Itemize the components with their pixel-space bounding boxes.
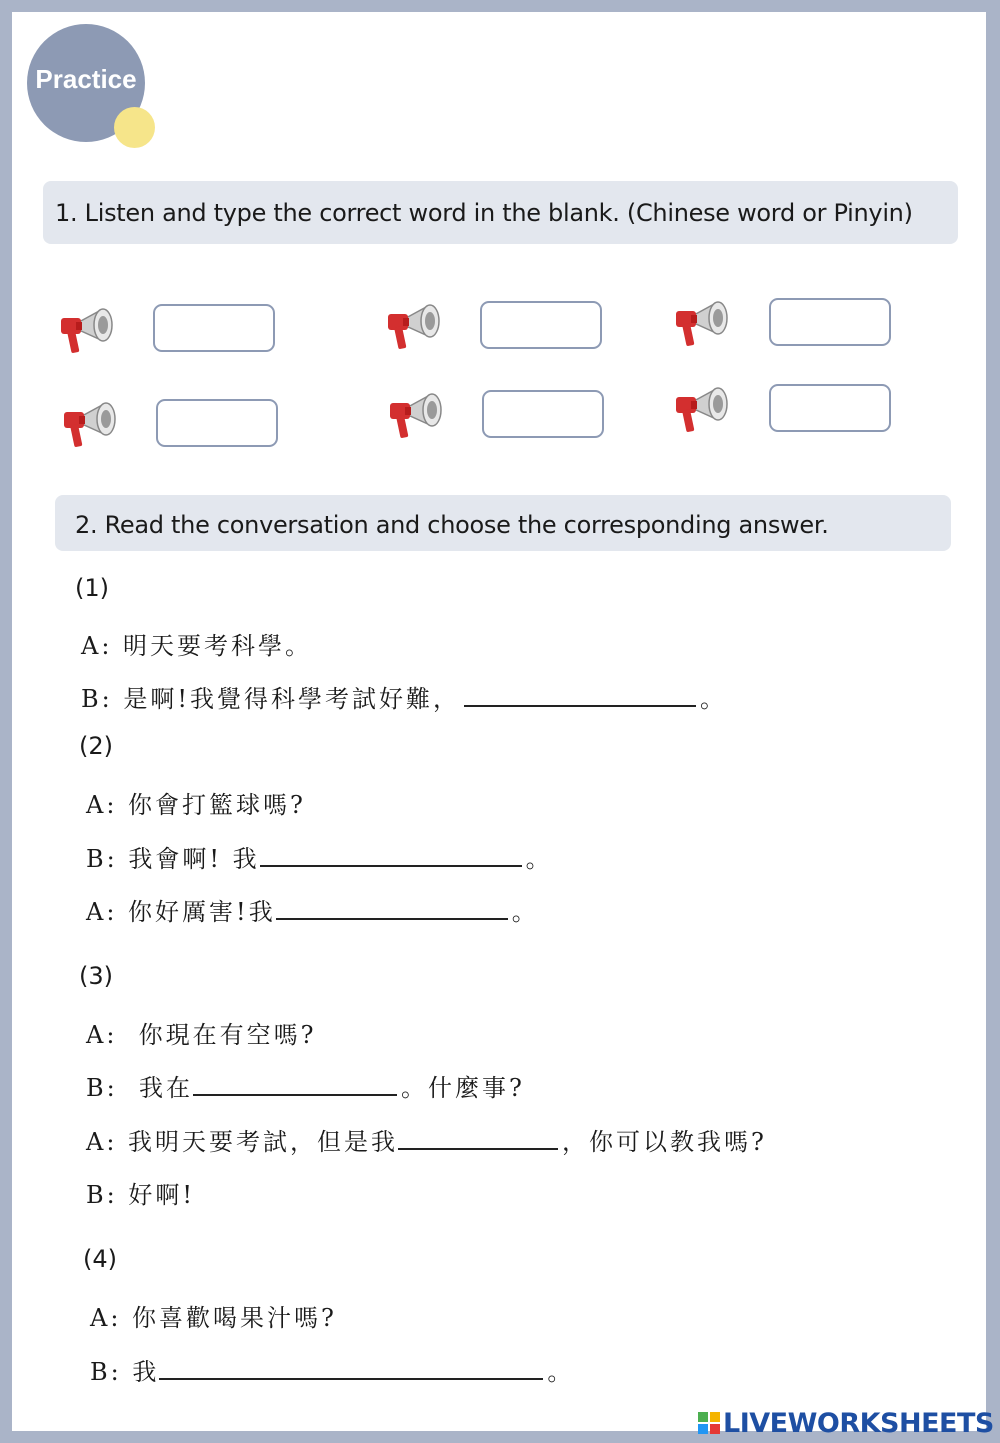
q1-line-b1 xyxy=(81,679,727,714)
logo-square xyxy=(710,1424,720,1434)
q2-b1-end: 。 xyxy=(525,845,553,873)
answer-box-6[interactable] xyxy=(769,384,891,432)
q3-blank-2[interactable] xyxy=(398,1126,558,1150)
q2-line-a1: A: 你會打籃球嗎? xyxy=(86,791,306,819)
answer-box-2[interactable] xyxy=(480,301,602,349)
q1-b1-text: B: 是啊!我覺得科學考試好難， xyxy=(81,685,460,713)
q2-b1-text: B: 我會啊! 我 xyxy=(86,845,260,873)
answer-box-5[interactable] xyxy=(482,390,604,438)
megaphone-icon[interactable] xyxy=(386,385,448,441)
section1-instruction: 1. Listen and type the correct word in the blank. (Chinese word or Pinyin) xyxy=(43,181,958,244)
q4-line-a1: A: 你喜歡喝果汁嗎? xyxy=(90,1304,337,1332)
q4-b1-text: B: 我 xyxy=(90,1358,160,1386)
q2-line-b1 xyxy=(86,839,553,874)
q4-line-b1 xyxy=(90,1352,574,1387)
q2-blank-2[interactable] xyxy=(276,896,508,920)
liveworksheets-logo[interactable] xyxy=(698,1406,994,1440)
question-number-1: (1) xyxy=(75,574,109,602)
q3-b1-text: B: 我在 xyxy=(86,1074,193,1102)
logo-brand-text: LIVEWORKSHEETS xyxy=(723,1407,994,1439)
logo-mark-icon xyxy=(698,1412,720,1434)
logo-square xyxy=(710,1412,720,1422)
q3-line-a1: A: 你現在有空嗎? xyxy=(86,1021,317,1049)
question-number-4: (4) xyxy=(83,1245,117,1273)
q3-line-b1 xyxy=(86,1068,525,1103)
question-number-2: (2) xyxy=(79,732,113,760)
q3-a2-end: ，你可以教我嗎? xyxy=(562,1128,767,1156)
q3-a2-text: A: 我明天要考試，但是我 xyxy=(86,1128,399,1156)
q3-blank-1[interactable] xyxy=(193,1072,397,1096)
q2-a2-text: A: 你好厲害!我 xyxy=(86,898,276,926)
q2-blank-1[interactable] xyxy=(260,843,522,867)
q1-b1-end: 。 xyxy=(700,685,727,713)
q3-line-a2 xyxy=(86,1122,767,1157)
logo-square xyxy=(698,1424,708,1434)
q2-line-a2 xyxy=(86,892,539,927)
megaphone-icon[interactable] xyxy=(57,300,119,356)
megaphone-icon[interactable] xyxy=(672,293,734,349)
q1-line-a1: A: 明天要考科學。 xyxy=(81,632,313,660)
q3-line-b2: B: 好啊! xyxy=(86,1181,195,1209)
answer-box-3[interactable] xyxy=(769,298,891,346)
answer-box-1[interactable] xyxy=(153,304,275,352)
q4-b1-end: 。 xyxy=(547,1358,575,1386)
q2-a2-end: 。 xyxy=(511,898,539,926)
practice-badge-label: Practice xyxy=(35,64,137,94)
question-number-3: (3) xyxy=(79,962,113,990)
answer-box-4[interactable] xyxy=(156,399,278,447)
megaphone-icon[interactable] xyxy=(384,296,446,352)
q1-blank-1[interactable] xyxy=(464,683,696,707)
q3-b1-end: 。什麼事? xyxy=(400,1074,525,1102)
megaphone-icon[interactable] xyxy=(60,394,122,450)
section2-instruction: 2. Read the conversation and choose the corresponding answer. xyxy=(55,495,951,551)
megaphone-icon[interactable] xyxy=(672,379,734,435)
badge-dot-decoration xyxy=(114,107,155,148)
q4-blank-1[interactable] xyxy=(159,1356,543,1380)
logo-square xyxy=(698,1412,708,1422)
